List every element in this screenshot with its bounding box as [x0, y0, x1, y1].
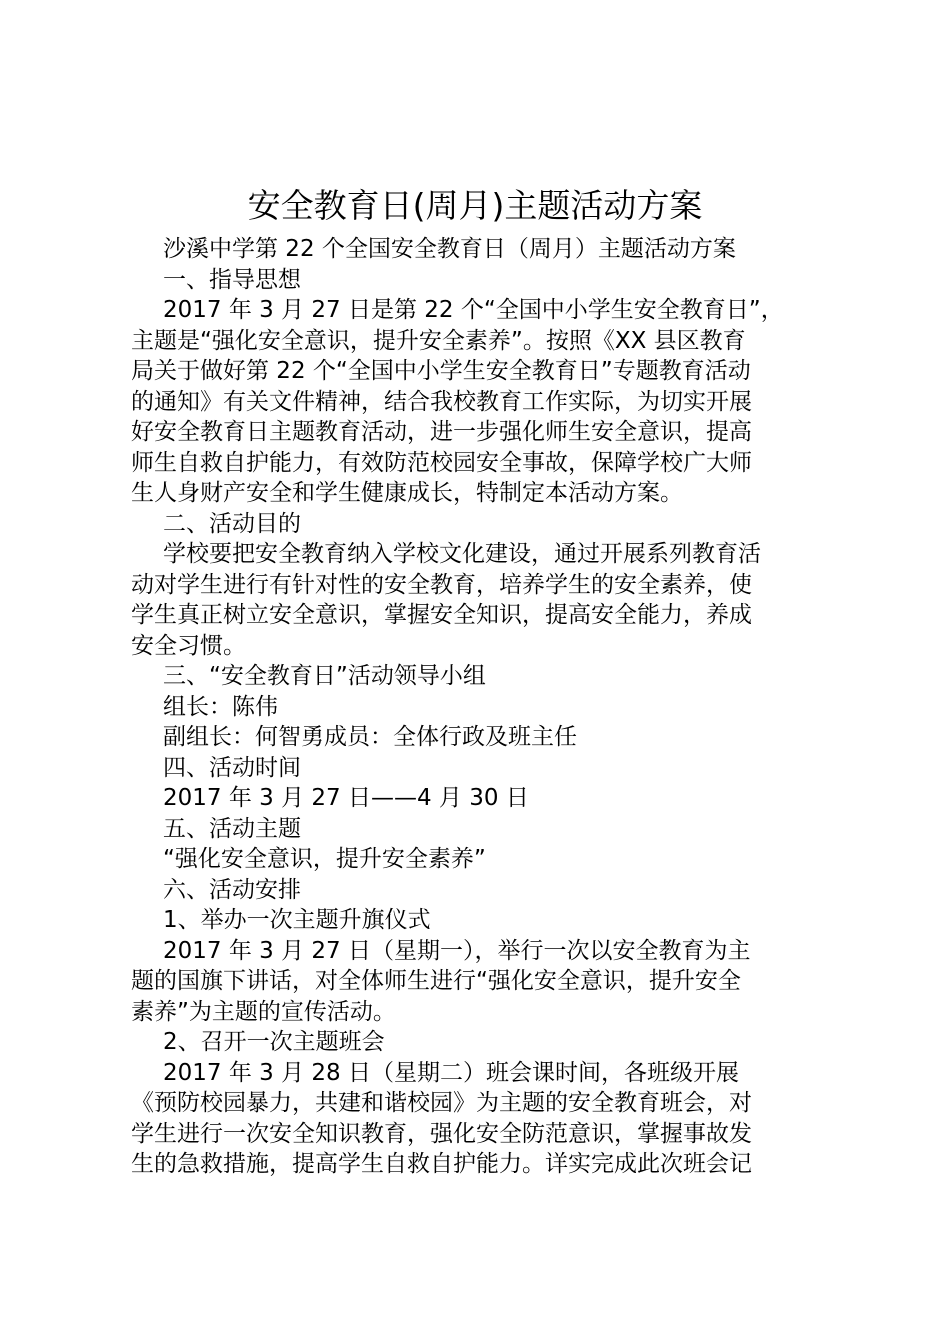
text-line: 动对学生进行有针对性的安全教育，培养学生的安全素养，使 — [131, 571, 752, 598]
text-line: 素养”为主题的宣传活动。 — [131, 998, 396, 1025]
text-line: 2017 年 3 月 28 日（星期二）班会课时间，各班级开展 — [163, 1059, 739, 1086]
text-line: 1、举办一次主题升旗仪式 — [163, 907, 431, 933]
document-title: 安全教育日(周月)主题活动方案 — [247, 186, 703, 225]
text-line: 组长：陈伟 — [163, 693, 278, 720]
text-line: 2017 年 3 月 27 日是第 22 个“全国中小学生安全教育日”， — [163, 297, 784, 323]
text-line: 《预防校园暴力，共建和谐校园》为主题的安全教育班会，对 — [131, 1090, 752, 1116]
text-line: 的通知》有关文件精神，结合我校教育工作实际，为切实开展 — [131, 388, 752, 415]
text-line: 一、指导思想 — [163, 266, 301, 293]
text-line: 沙溪中学第 22 个全国安全教育日（周月）主题活动方案 — [163, 236, 736, 262]
text-line: 2、召开一次主题班会 — [163, 1029, 385, 1055]
text-line: 三、“安全教育日”活动领导小组 — [163, 663, 486, 689]
text-line: 2017 年 3 月 27 日——4 月 30 日 — [163, 785, 529, 811]
text-line: 二、活动目的 — [163, 510, 301, 537]
text-line: 学生真正树立安全意识，掌握安全知识，提高安全能力，养成 — [131, 602, 752, 628]
text-line: 生的急救措施，提高学生自救自护能力。详实完成此次班会记 — [131, 1151, 752, 1177]
text-line: 五、活动主题 — [163, 815, 301, 842]
text-line: 四、活动时间 — [163, 754, 301, 781]
text-line: 生人身财产安全和学生健康成长，特制定本活动方案。 — [131, 480, 683, 506]
text-line: 师生自救自护能力，有效防范校园安全事故，保障学校广大师 — [131, 449, 752, 476]
text-line: 六、活动安排 — [163, 876, 301, 903]
text-line: 2017 年 3 月 27 日（星期一），举行一次以安全教育为主 — [163, 937, 751, 964]
text-line: 学校要把安全教育纳入学校文化建设，通过开展系列教育活 — [163, 541, 761, 567]
text-line: “强化安全意识，提升安全素养” — [163, 846, 486, 872]
text-line: 副组长：何智勇成员：全体行政及班主任 — [163, 724, 577, 750]
text-line: 学生进行一次安全知识教育，强化安全防范意识，掌握事故发 — [131, 1120, 752, 1147]
text-line: 主题是“强化安全意识，提升安全素养”。按照《XX 县区教育 — [131, 327, 746, 354]
text-line: 题的国旗下讲话，对全体师生进行“强化安全意识，提升安全 — [131, 968, 741, 994]
document-body — [131, 234, 828, 1180]
text-line: 安全习惯。 — [131, 632, 246, 659]
text-line: 局关于做好第 22 个“全国中小学生安全教育日”专题教育活动 — [131, 358, 751, 384]
text-line: 好安全教育日主题教育活动，进一步强化师生安全意识，提高 — [131, 419, 752, 445]
